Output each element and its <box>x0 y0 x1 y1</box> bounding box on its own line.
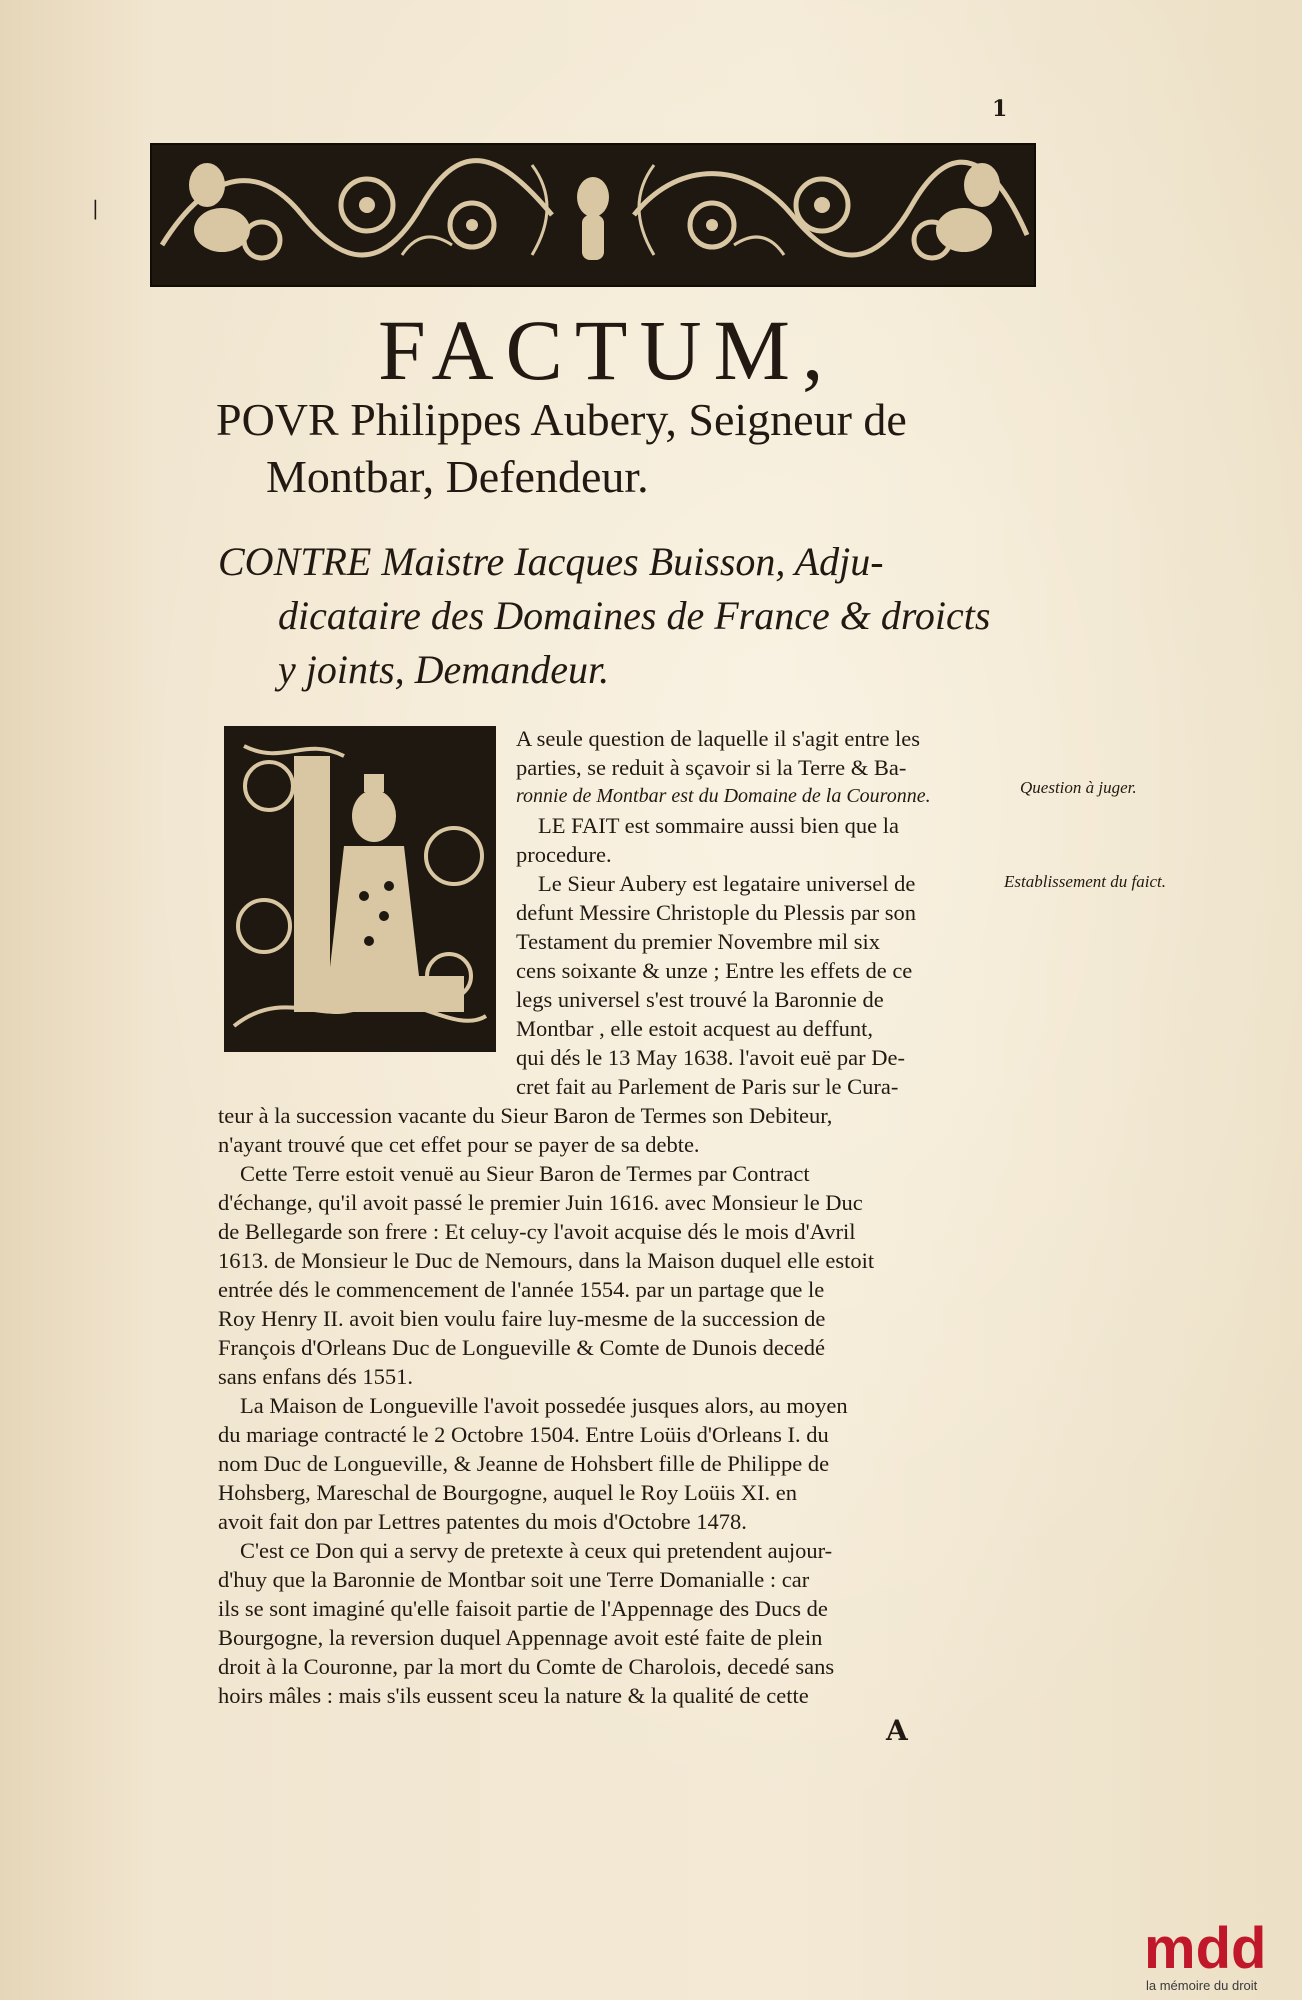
body-line: teur à la succession vacante du Sieur Baron de Termes son Debiteur, <box>218 1103 833 1128</box>
body-line: d'huy que la Baronnie de Montbar soit une Terre Domanialle : car <box>218 1567 810 1592</box>
title-pour-line-2: Montbar, Defendeur. <box>266 451 649 502</box>
body-line: Testament du premier Novembre mil six <box>516 929 880 954</box>
margin-note-establishment: Establissement du faict. <box>1004 872 1166 891</box>
body-line: Le Sieur Aubery est legataire universel de <box>538 871 916 896</box>
body-line: 1613. de Monsieur le Duc de Nemours, dans la Maison duquel elle estoit <box>218 1248 875 1273</box>
body-line: cret fait au Parlement de Paris sur le Cura- <box>516 1074 899 1099</box>
body-line: droit à la Couronne, par la mort du Comte de Charolois, decedé sans <box>218 1654 835 1679</box>
logo-tagline: la mémoire du droit <box>1146 1978 1258 1993</box>
ornamental-headpiece <box>150 143 1036 287</box>
body-line: parties, se reduit à sçavoir si la Terre & Ba- <box>516 755 907 780</box>
body-line: qui dés le 13 May 1638. l'avoit euë par De- <box>516 1045 905 1070</box>
body-line: A seule question de laquelle il s'agit entre les <box>516 726 920 751</box>
body-line: Montbar , elle estoit acquest au deffunt, <box>516 1016 873 1041</box>
historiated-initial-l <box>224 726 496 1052</box>
title-pour-line-1: POVR Philippes Aubery, Seigneur de <box>216 394 907 445</box>
body-line: Cette Terre estoit venuë au Sieur Baron de Termes par Contract <box>240 1161 810 1186</box>
page-number: 1 <box>992 96 1008 122</box>
body-line: procedure. <box>516 842 612 867</box>
contre-line-1: CONTRE Maistre Iacques Buisson, Adju- <box>218 539 884 584</box>
margin-note-question: Question à juger. <box>1020 778 1137 797</box>
body-line: n'ayant trouvé que cet effet pour se payer de sa debte. <box>218 1132 700 1157</box>
body-line: de Bellegarde son frere : Et celuy-cy l'avoit acquise dés le mois d'Avril <box>218 1219 856 1244</box>
body-line: du mariage contracté le 2 Octobre 1504. Entre Loüis d'Orleans I. du <box>218 1422 829 1447</box>
body-line: nom Duc de Longueville, & Jeanne de Hohsbert fille de Philippe de <box>218 1451 830 1476</box>
body-line: entrée dés le commencement de l'année 1554. par un partage que le <box>218 1277 825 1302</box>
body-line: La Maison de Longueville l'avoit possedée jusques alors, au moyen <box>240 1393 848 1418</box>
body-line: avoit fait don par Lettres patentes du mois d'Octobre 1478. <box>218 1509 747 1534</box>
body-line: cens soixante & unze ; Entre les effets de ce <box>516 958 913 983</box>
body-line: François d'Orleans Duc de Longueville & Comte de Dunois decedé <box>218 1335 826 1360</box>
contre-line-2: dicataire des Domaines de France & droicts <box>278 593 991 638</box>
body-line: defunt Messire Christople du Plessis par son <box>516 900 916 925</box>
body-line: d'échange, qu'il avoit passé le premier Juin 1616. avec Monsieur le Duc <box>218 1190 863 1215</box>
body-line: hoirs mâles : mais s'ils eussent sceu la nature & la qualité de cette <box>218 1683 809 1708</box>
contre-line-3: y joints, Demandeur. <box>278 647 610 692</box>
body-line: sans enfans dés 1551. <box>218 1364 413 1389</box>
margin-mark: | <box>92 196 99 220</box>
title-factum: FACTUM, <box>378 302 836 398</box>
body-line: legs universel s'est trouvé la Baronnie de <box>516 987 884 1012</box>
body-line: Bourgogne, la reversion duquel Appennage avoit esté faite de plein <box>218 1625 823 1650</box>
body-line: C'est ce Don qui a servy de pretexte à ceux qui pretendent aujour- <box>240 1538 833 1563</box>
mdd-logo-text: mdd <box>1144 1916 1267 1980</box>
body-line: ils se sont imaginé qu'elle faisoit partie de l'Appennage des Ducs de <box>218 1596 828 1621</box>
body-line: LE FAIT est sommaire aussi bien que la <box>538 813 899 838</box>
body-line: ronnie de Montbar est du Domaine de la Couronne. <box>516 785 931 807</box>
signature-mark: A <box>886 1714 908 1747</box>
body-line: Roy Henry II. avoit bien voulu faire luy-mesme de la succession de <box>218 1306 826 1331</box>
body-line: Hohsberg, Mareschal de Bourgogne, auquel le Roy Loüis XI. en <box>218 1480 798 1505</box>
